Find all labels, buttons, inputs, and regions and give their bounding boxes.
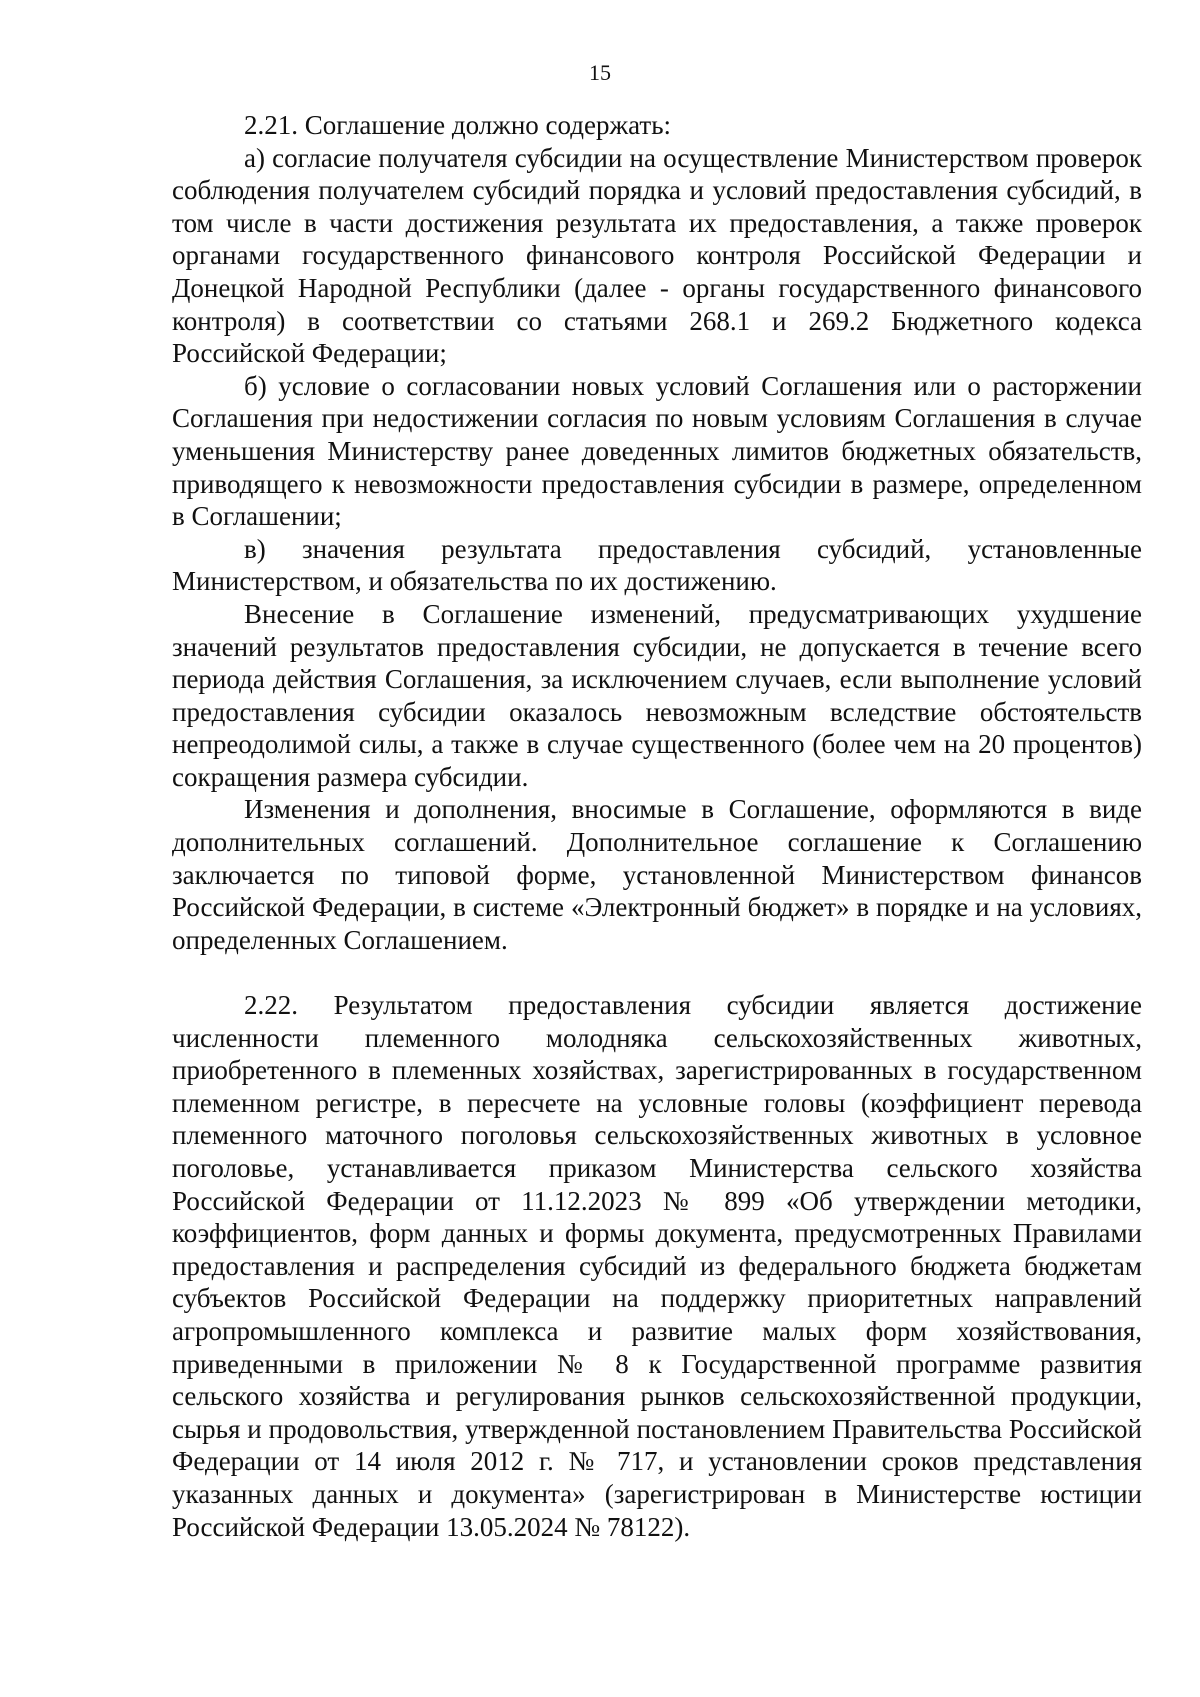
paragraph-amendments-form: Изменения и дополнения, вносимые в Соглашение, оформляются в виде дополнительных соглашений. Дополнительное соглашение к Соглашению заключается по типовой форме, установленной Министерством финансов Российской Федерации, в системе «Электронный бюджет» в порядке и на условиях, определенных Соглашением.	[172, 794, 1142, 955]
page-number: 15	[589, 60, 611, 85]
paragraph-2-21-v: в) значения результата предоставления субсидий, установленные Министерством, и обязательства по их достижению.	[172, 533, 1142, 597]
paragraph-2-21-b: б) условие о согласовании новых условий Соглашения или о расторжении Соглашения при недостижении согласия по новым условиям Соглашения в случае уменьшения Министерству ранее доведенных лимитов бюджетных обязательств, приводящего к невозможности предоставления субсидии в размере, определенном в Соглашении;	[172, 370, 1142, 532]
paragraph-2-22: 2.22. Результатом предоставления субсидии является достижение численности племенного молодняка сельскохозяйственных животных, приобретенного в племенных хозяйствах, зарегистрированных в государственном племенном регистре, в пересчете на условные головы (коэффициент перевода племенного маточного поголовья сельскохозяйственных животных в условное поголовье, устанавливается приказом Министерства сельского хозяйства Российской Федерации от 11.12.2023 № 899 «Об утверждении методики, коэффициентов, форм данных и формы документа, предусмотренных Правилами предоставления и распределения субсидий из федерального бюджета бюджетам субъектов Российской Федерации на поддержку приоритетных направлений агропромышленного комплекса и развитие малых форм хозяйствования, приведенными в приложении № 8 к Государственной программе развития сельского хозяйства и регулирования рынков сельскохозяйственной продукции, сырья и продовольствия, утвержденной постановлением Правительства Российской Федерации от 14 июля 2012 г. № 717, и установлении сроков представления указанных данных и документа» (зарегистрирован в Министерстве юстиции Российской Федерации 13.05.2024 № 78122).	[172, 990, 1142, 1542]
paragraph-2-21-a: а) согласие получателя субсидии на осуществление Министерством проверок соблюдения получателем субсидий порядка и условий предоставления субсидий, в том числе в части достижения результата их предоставления, а также проверок органами государственного финансового контроля Российской Федерации и Донецкой Народной Республики (далее - органы государственного финансового контроля) в соответствии со статьями 268.1 и 269.2 Бюджетного кодекса Российской Федерации;	[172, 142, 1142, 369]
paragraph-2-21-heading: 2.21. Соглашение должно содержать:	[244, 110, 672, 140]
paragraph-amendments-restriction: Внесение в Соглашение изменений, предусматривающих ухудшение значений результатов предоставления субсидии, не допускается в течение всего периода действия Соглашения, за исключением случаев, если выполнение условий предоставления субсидии оказалось невозможным вследствие обстоятельств непреодолимой силы, а также в случае существенного (более чем на 20 процентов) сокращения размера субсидии.	[172, 598, 1142, 792]
document-body	[172, 109, 1142, 1543]
